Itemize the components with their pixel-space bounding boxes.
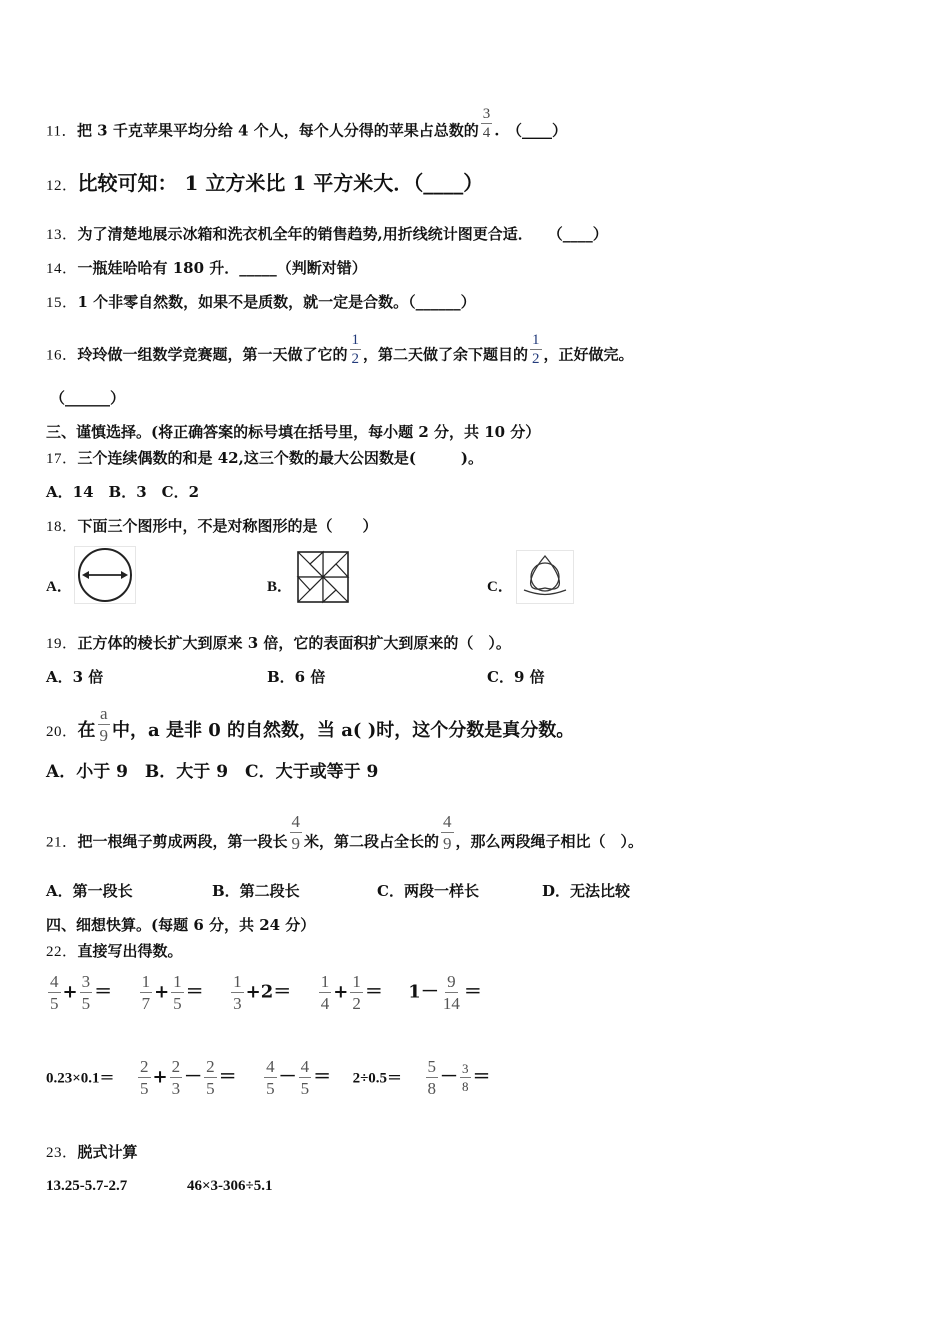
option-b-label: B． bbox=[267, 579, 293, 595]
fraction: $\frac{3}{8}$ bbox=[462, 1061, 469, 1094]
fraction: $\frac{1}{3}$ bbox=[233, 972, 242, 1013]
fraction: $\frac{2}{3}$ bbox=[171, 1057, 181, 1098]
question-11: 11．把 3 千克苹果平均分给 4 个人，每个人分得的苹果占总数的 $\frac{3}{4}$ . （____） bbox=[46, 106, 567, 141]
question-22: 22．直接写出得数。 bbox=[46, 942, 183, 960]
calc-row-1: $\frac{4}{5}$ + $\frac{3}{5}$ ＝ $\frac{1}{7}$ + $\frac{1}{5}$ ＝ $\frac{1}{3}$ +2＝ $\frac{1}{4}$ + $\frac{1}{2}$ ＝ 1－ $\frac{9}{14}$ ＝ bbox=[50, 972, 482, 1013]
option-a: A．第一段长 bbox=[46, 882, 133, 900]
fraction: $\frac{2}{5}$ bbox=[206, 1057, 215, 1098]
question-23: 23．脱式计算 bbox=[46, 1143, 138, 1161]
expression-2: 46×3-306÷5.1 bbox=[187, 1178, 273, 1194]
fraction: $\frac{4}{5}$ bbox=[266, 1057, 275, 1098]
question-18: 18．下面三个图形中，不是对称图形的是（ ） bbox=[46, 517, 378, 535]
pinwheel-figure bbox=[296, 550, 350, 604]
fraction-four-ninths: $\frac{4}{9}$ bbox=[443, 812, 452, 853]
fraction: $\frac{1}{5}$ bbox=[173, 972, 182, 1013]
question-12: 12．比较可知： 1 立方米比 1 平方米大．（____） bbox=[46, 171, 484, 195]
fraction: $\frac{9}{14}$ bbox=[442, 972, 460, 1013]
fraction: $\frac{5}{8}$ bbox=[427, 1057, 437, 1098]
option-c-label: C． bbox=[487, 579, 513, 595]
question-21: 21．把一根绳子剪成两段，第一段长 $\frac{4}{9}$ 米，第二段占全长的 $\frac{4}{9}$ ，那么两段绳子相比（ ）。 bbox=[46, 812, 644, 853]
question-15: 15．1 个非零自然数，如果不是质数，就一定是合数。（______） bbox=[46, 293, 476, 311]
section-4-heading: 四、细想快算。(每题 6 分，共 24 分） bbox=[46, 916, 316, 934]
fraction-a-over-9: $\frac{a}{9}$ bbox=[99, 704, 109, 745]
question-20: 20．在 $\frac{a}{9}$ 中，a 是非 0 的自然数，当 a( )时，这个分数是真分数。 bbox=[46, 704, 575, 745]
fraction: $\frac{2}{5}$ bbox=[140, 1057, 149, 1098]
question-17: 17．三个连续偶数的和是 42,这三个数的最大公因数是( )。 bbox=[46, 449, 484, 467]
option-c: C．两段一样长 bbox=[377, 882, 479, 900]
section-3-heading: 三、谨慎选择。(将正确答案的标号填在括号里，每小题 2 分，共 10 分） bbox=[46, 423, 541, 441]
calc-row-2: 0.23×0.1＝ $\frac{2}{5}$ + $\frac{2}{3}$ － $\frac{2}{5}$ ＝ $\frac{4}{5}$ － $\frac{4}{5}$ ＝ 2÷0.5＝ $\frac{5}{8}$ － $\frac{3}{8}$ ＝ bbox=[46, 1057, 491, 1098]
fraction: $\frac{4}{5}$ bbox=[300, 1057, 310, 1098]
question-13: 13．为了清楚地展示冰箱和洗衣机全年的销售趋势,用折线统计图更合适． （____） bbox=[46, 225, 608, 243]
question-19: 19．正方体的棱长扩大到原来 3 倍，它的表面积扩大到原来的（ ）。 bbox=[46, 634, 511, 652]
question-14: 14．一瓶娃哈哈有 180 升．_____（判断对错） bbox=[46, 259, 367, 277]
answer-blank: （______） bbox=[50, 389, 126, 407]
triquetra-figure bbox=[516, 550, 574, 604]
expression-1: 13.25-5.7-2.7 bbox=[46, 1178, 128, 1194]
fraction: $\frac{3}{5}$ bbox=[81, 972, 91, 1013]
fraction: $\frac{4}{5}$ bbox=[50, 972, 59, 1013]
option-b: B．6 倍 bbox=[267, 668, 326, 686]
fraction-one-half: $\frac{1}{2}$ bbox=[351, 332, 360, 367]
fraction: $\frac{1}{4}$ bbox=[320, 972, 330, 1013]
option-c: C．9 倍 bbox=[487, 668, 545, 686]
fraction-four-ninths: $\frac{4}{9}$ bbox=[291, 812, 301, 853]
question-number: 11． bbox=[46, 123, 77, 140]
question-16: 16．玲玲做一组数学竞赛题，第一天做了它的 $\frac{1}{2}$ ，第二天做了余下题目的 $\frac{1}{2}$ ，正好做完。 bbox=[46, 332, 634, 367]
option-a-label: A． bbox=[46, 579, 72, 595]
fraction: $\frac{1}{2}$ bbox=[352, 972, 361, 1013]
option-b: B．第二段长 bbox=[212, 882, 300, 900]
option-a: A．3 倍 bbox=[46, 668, 104, 686]
question-17-options: A．14 B．3 C．2 bbox=[46, 483, 200, 501]
circle-with-diameter-figure bbox=[74, 546, 136, 604]
question-20-options: A．小于 9 B．大于 9 C．大于或等于 9 bbox=[46, 762, 379, 782]
option-d: D．无法比较 bbox=[542, 882, 631, 900]
fraction-three-quarters: $\frac{3}{4}$ bbox=[482, 106, 491, 141]
fraction-one-half: $\frac{1}{2}$ bbox=[532, 332, 540, 367]
fraction: $\frac{1}{7}$ bbox=[141, 972, 151, 1013]
